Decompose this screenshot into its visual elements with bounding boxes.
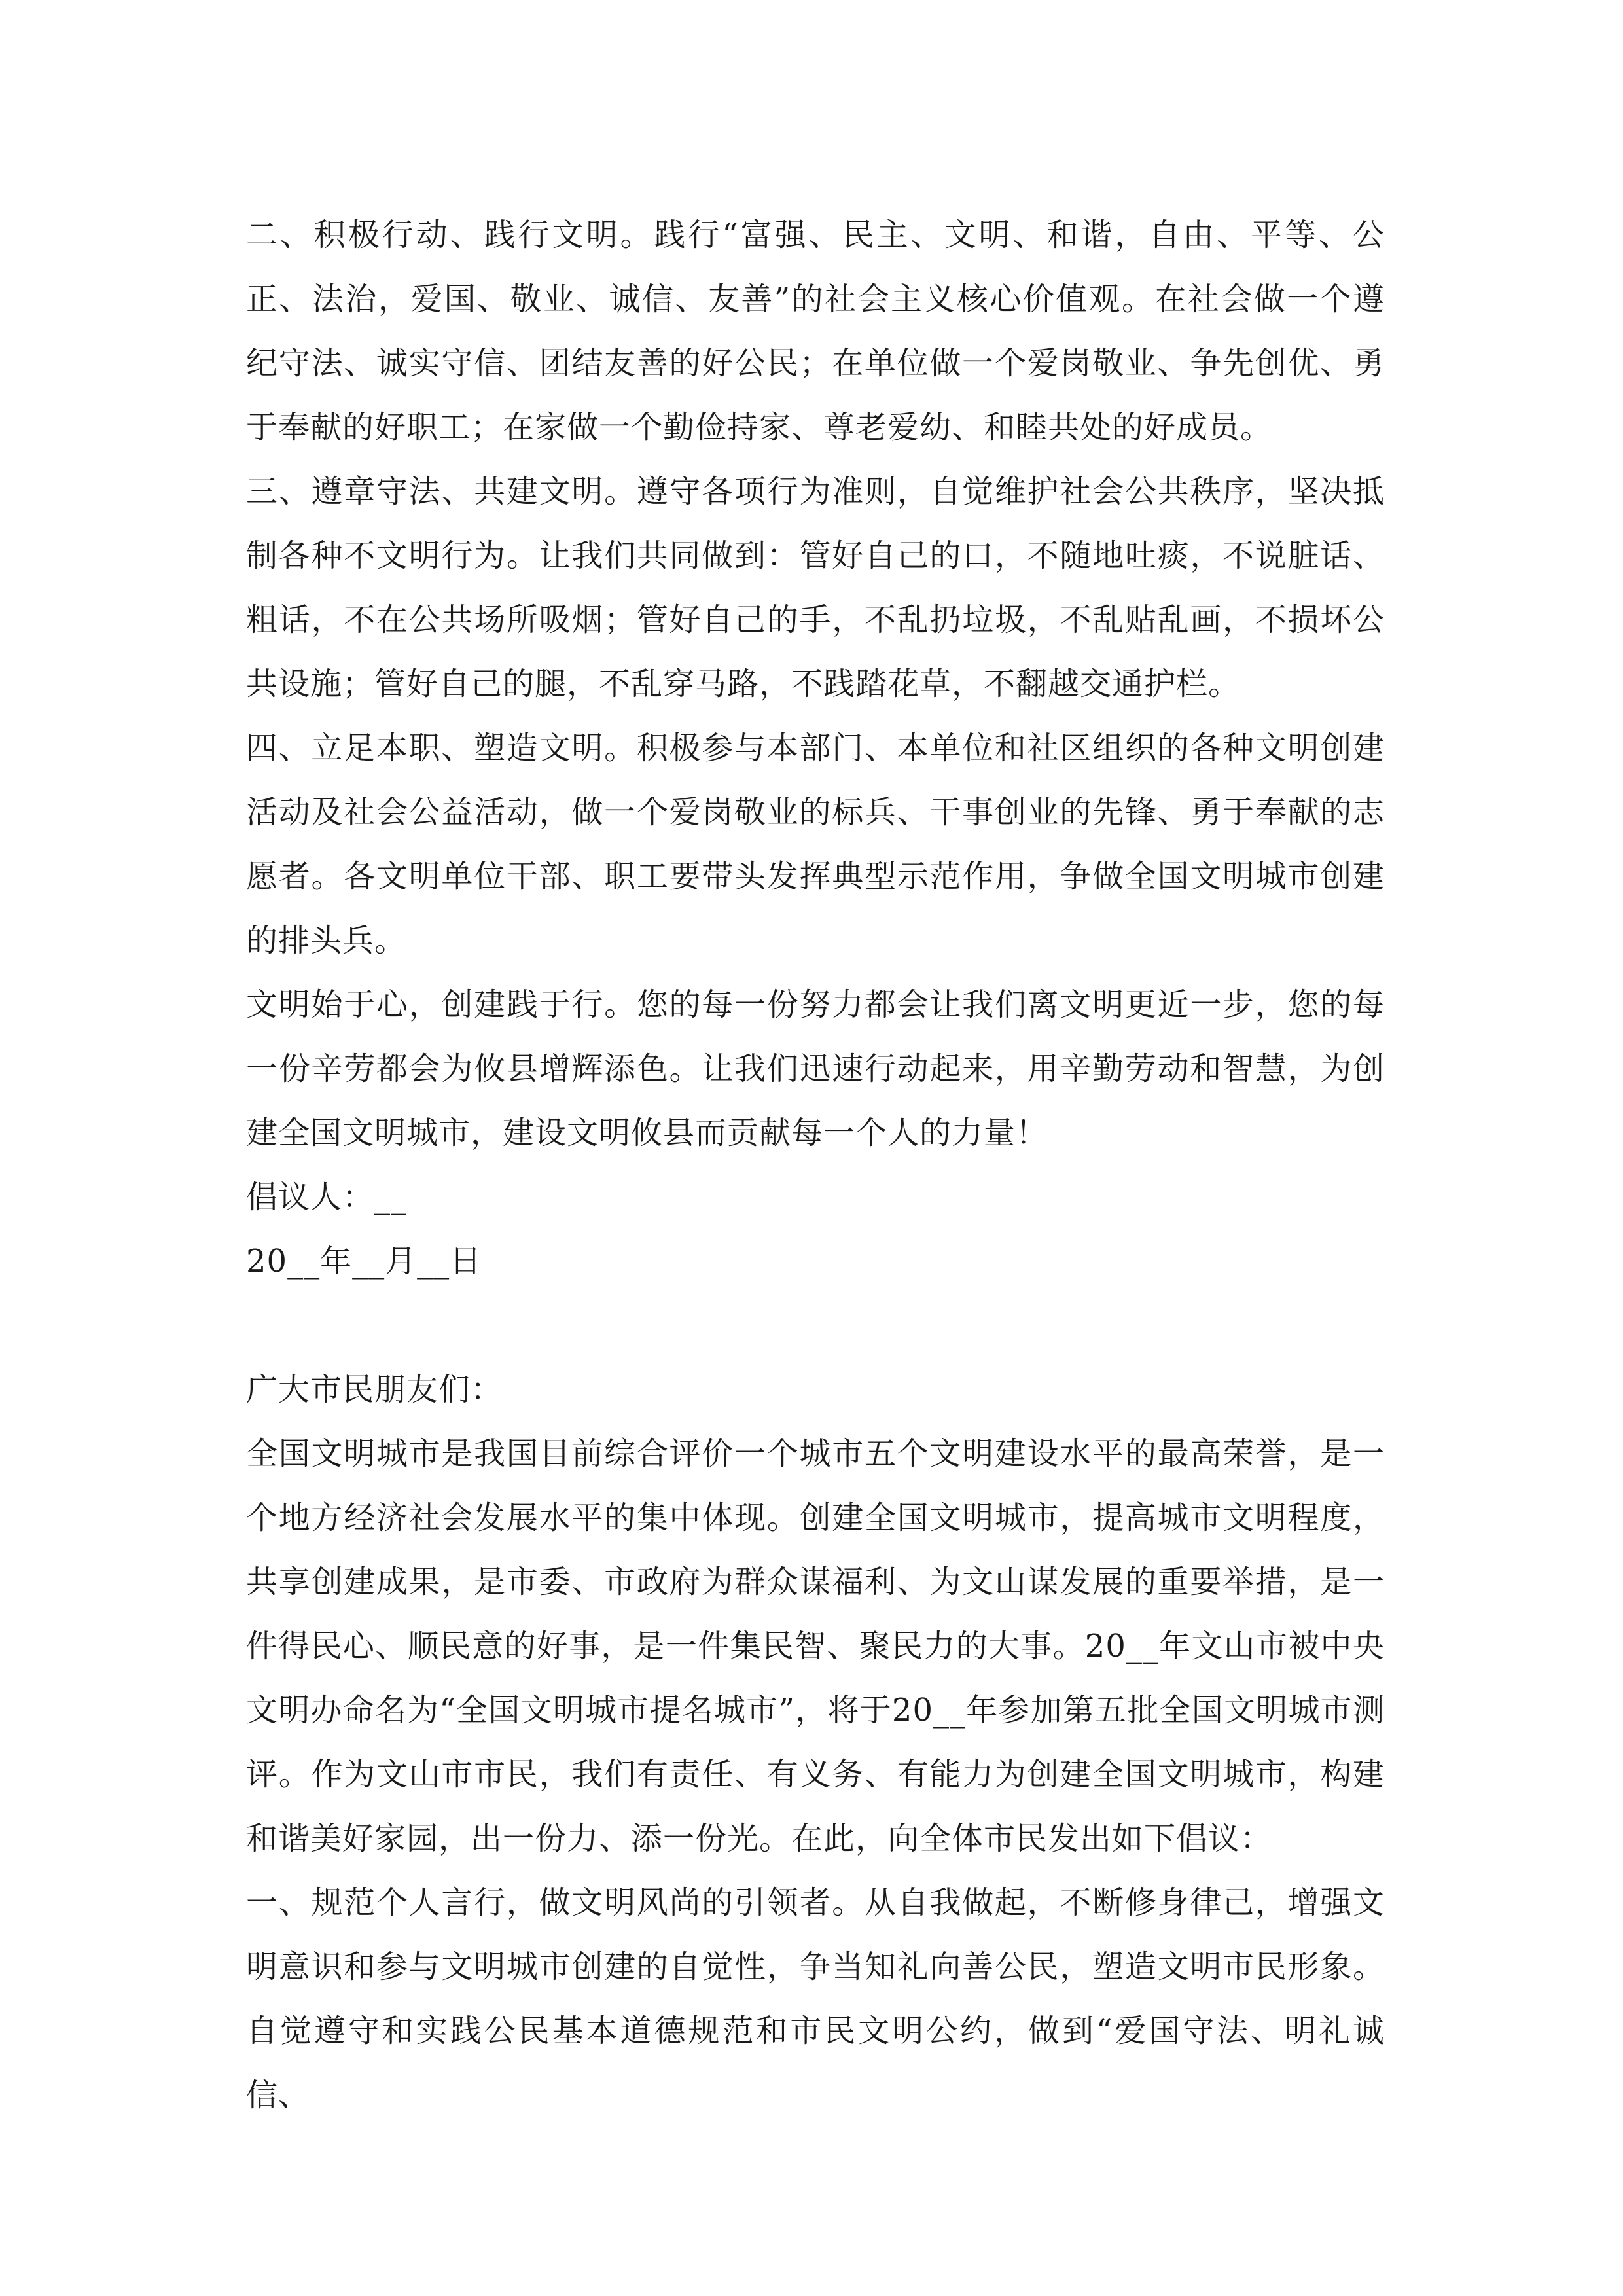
paragraph-item-2: 二、积极行动、践行文明。践行“富强、民主、文明、和谐，自由、平等、公正、法治，爱国、敬业、诚信、友善”的社会主义核心价值观。在社会做一个遵纪守法、诚实守信、团结友善的好公民；在单位做一个爱岗敬业、争先创优、勇于奉献的好职工；在家做一个勤俭持家、尊老爱幼、和睦共处的好成员。 [246, 217, 1385, 446]
paragraph-intro: 全国文明城市是我国目前综合评价一个城市五个文明建设水平的最高荣誉，是一个地方经济社会发展水平的集中体现。创建全国文明城市，提高城市文明程度，共享创建成果，是市委、市政府为群众谋福利、为文山谋发展的重要举措，是一件得民心、顺民意的好事，是一件集民智、聚民力的大事。20__年文山市被中央文明办命名为“全国文明城市提名城市”，将于20__年参加第五批全国文明城市测评。作为文山市市民，我们有责任、有义务、有能力为创建全国文明城市，构建和谐美好家园，出一份力、添一份光。在此，向全体市民发出如下倡议： [246, 1435, 1385, 1857]
paragraph-item-4: 四、立足本职、塑造文明。积极参与本部门、本单位和社区组织的各种文明创建活动及社会公益活动，做一个爱岗敬业的标兵、干事创业的先锋、勇于奉献的志愿者。各文明单位干部、职工要带头发挥典型示范作用，争做全国文明城市创建的排头兵。 [246, 730, 1385, 959]
date-line: 20__年__月__日 [246, 1243, 482, 1280]
paragraph-item-1: 一、规范个人言行，做文明风尚的引领者。从自我做起，不断修身律己，增强文明意识和参与文明城市创建的自觉性，争当知礼向善公民，塑造文明市民形象。自觉遵守和实践公民基本道德规范和市民文明公约，做到“爱国守法、明礼诚信、 [246, 1884, 1385, 2113]
signer-line: 倡议人：__ [246, 1179, 408, 1215]
greeting-line: 广大市民朋友们： [246, 1371, 503, 1408]
paragraph-closing: 文明始于心，创建践于行。您的每一份努力都会让我们离文明更近一步，您的每一份辛劳都会为攸县增辉添色。让我们迅速行动起来，用辛勤劳动和智慧，为创建全国文明城市，建设文明攸县而贡献每一个人的力量！ [246, 986, 1385, 1151]
paragraph-item-3: 三、遵章守法、共建文明。遵守各项行为准则，自觉维护社会公共秩序，坚决抵制各种不文明行为。让我们共同做到：管好自己的口，不随地吐痰，不说脏话、粗话，不在公共场所吸烟；管好自己的手，不乱扔垃圾，不乱贴乱画，不损坏公共设施；管好自己的腿，不乱穿马路，不践踏花草，不翻越交通护栏。 [246, 473, 1385, 702]
document-body [246, 203, 1385, 2127]
section-gap [246, 1293, 1385, 1357]
